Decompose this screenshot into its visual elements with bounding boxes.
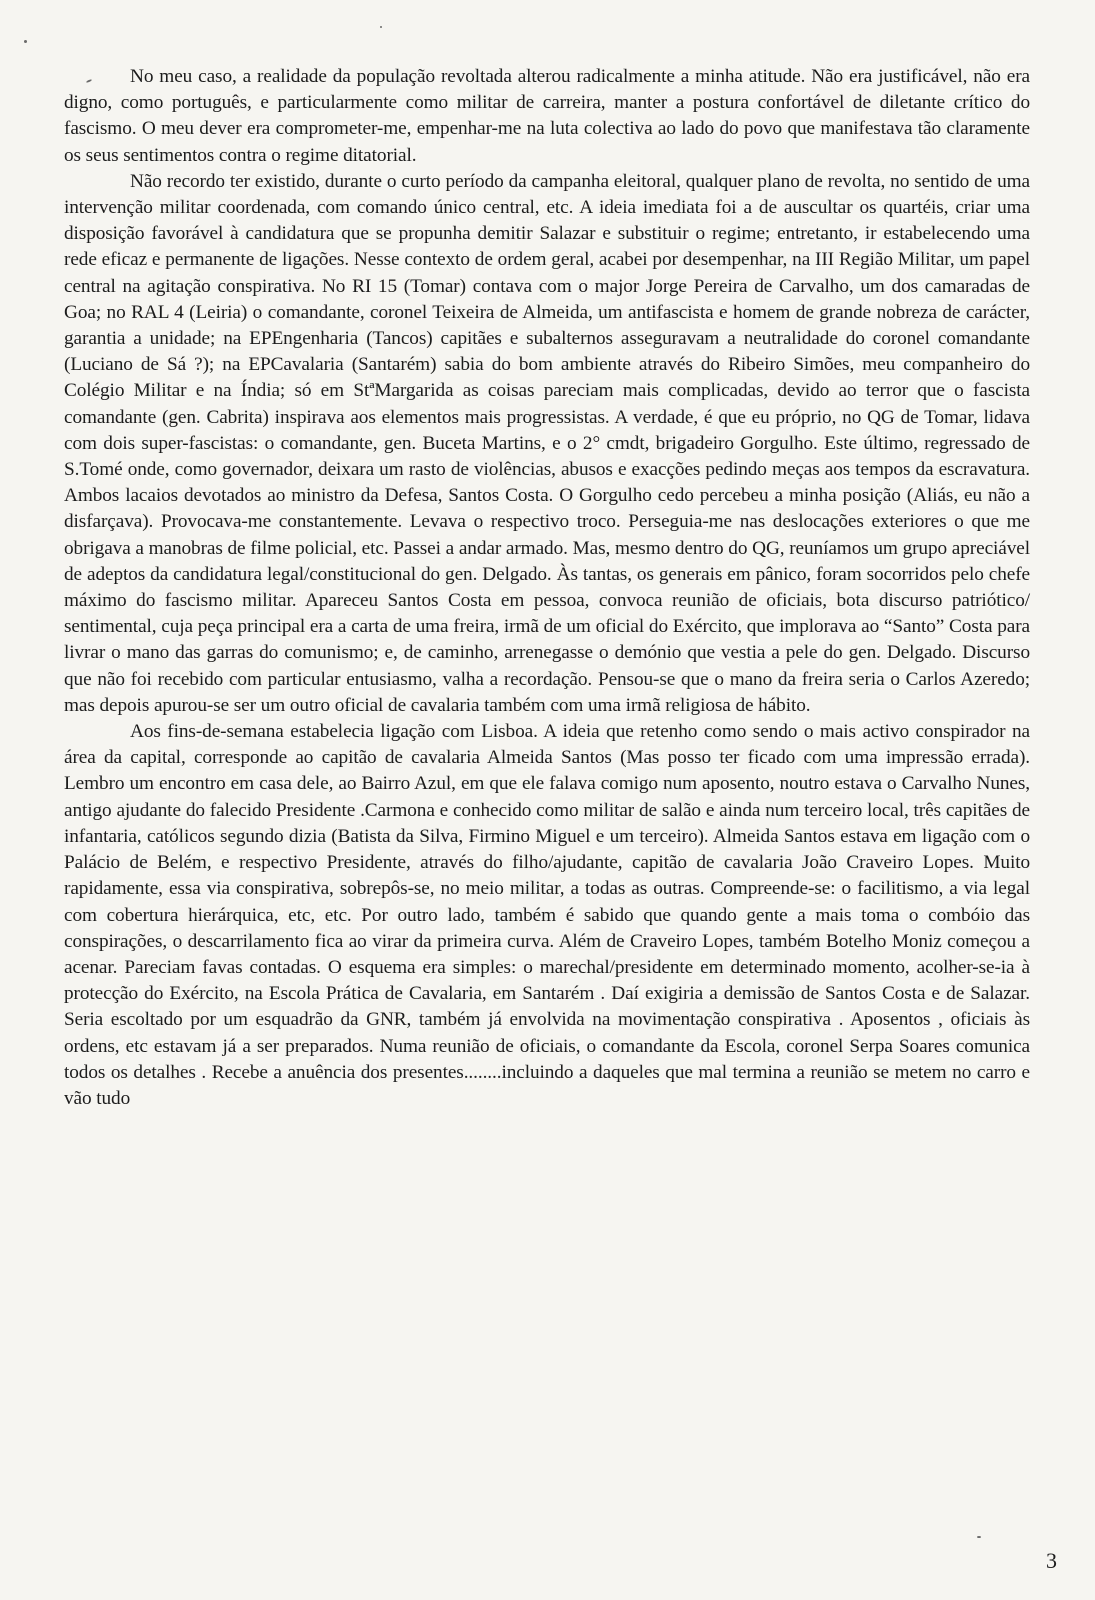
scan-speck: [380, 26, 382, 28]
scan-speck: [977, 1536, 981, 1538]
paragraph: No meu caso, a realidade da população revoltada alterou radicalmente a minha atitude. Não era justificável, não era digno, como português, e particularmente como militar de carreira, manter a postura confortável de diletante crítico do fascismo. O meu dever era comprometer-me, empenhar-me na luta colectiva ao lado do povo que manifestava tão claramente os seus sentimentos contra o regime ditatorial.: [64, 66, 1030, 166]
document-body: [64, 64, 1030, 1112]
page-number: 3: [1046, 1548, 1057, 1573]
scan-speck: [24, 40, 27, 43]
paragraph: Aos fins-de-semana estabelecia ligação com Lisboa. A ideia que retenho como sendo o mais activo conspirador na área da capital, corresponde ao capitão de cavalaria Almeida Santos (Mas posso ter ficado com uma impressão errada). Lembro um encontro em casa dele, ao Bairro Azul, em que ele falava comigo num aposento, noutro estava o Carvalho Nunes, antigo ajudante do falecido Presidente .Carmona e conhecido como militar de salão e ainda num terceiro local, três capitães de infantaria, católicos segundo dizia (Batista da Silva, Firmino Miguel e um terceiro). Almeida Santos estava em ligação com o Palácio de Belém, e respectivo Presidente, através do filho/ajudante, capitão de cavalaria João Craveiro Lopes. Muito rapidamente, essa via conspirativa, sobrepôs-se, no meio militar, a todas as outras. Compreende-se: o facilitismo, a via legal com cobertura hierárquica, etc, etc. Por outro lado, também é sabido que quando gente a mais toma o combóio das conspirações, o descarrilamento fica ao virar da primeira curva. Além de Craveiro Lopes, também Botelho Moniz começou a acenar. Pareciam favas contadas. O esquema era simples: o marechal/presidente em determinado momento, acolher-se-ia à protecção do Exército, na Escola Prática de Cavalaria, em Santarém . Daí exigiria a demissão de Santos Costa e de Salazar. Seria escoltado por um esquadrão da GNR, também já envolvida na movimentação conspirativa . Aposentos , oficiais às ordens, etc estavam já a ser preparados. Numa reunião de oficiais, o comandante da Escola, coronel Serpa Soares comunica todos os detalhes . Recebe a anuência dos presentes........incluindo a daqueles que mal termina a reunião se metem no carro e vão tudo: [64, 721, 1030, 1109]
paragraph: Não recordo ter existido, durante o curto período da campanha eleitoral, qualquer plano de revolta, no sentido de uma intervenção militar coordenada, com comando único central, etc. A ideia imediata foi a de auscultar os quartéis, criar uma disposição favorável à candidatura que se propunha demitir Salazar e substituir o regime; entretanto, ir estabelecendo uma rede eficaz e permanente de ligações. Nesse contexto de ordem geral, acabei por desempenhar, na III Região Militar, um papel central na agitação conspirativa. No RI 15 (Tomar) contava com o major Jorge Pereira de Carvalho, um dos camaradas de Goa; no RAL 4 (Leiria) o comandante, coronel Teixeira de Almeida, um antifascista e homem de grande nobreza de carácter, garantia a unidade; na EPEngenharia (Tancos) capitães e subalternos asseguravam a neutralidade do coronel comandante (Luciano de Sá ?); na EPCavalaria (Santarém) sabia do bom ambiente através do Ribeiro Simões, meu companheiro do Colégio Militar e na Índia; só em StªMargarida as coisas pareciam mais complicadas, devido ao terror que o fascista comandante (gen. Cabrita) inspirava aos elementos mais progressistas. A verdade, é que eu próprio, no QG de Tomar, lidava com dois super-fascistas: o comandante, gen. Buceta Martins, e o 2° cmdt, brigadeiro Gorgulho. Este último, regressado de S.Tomé onde, como governador, deixara um rasto de violências, abusos e exacções pedindo meças aos tempos da escravatura. Ambos lacaios devotados ao ministro da Defesa, Santos Costa. O Gorgulho cedo percebeu a minha posição (Aliás, eu não a disfarçava). Provocava-me constantemente. Levava o respectivo troco. Perseguia-me nas deslocações exteriores o que me obrigava a manobras de filme policial, etc. Passei a andar armado. Mas, mesmo dentro do QG, reuníamos um grupo apreciável de adeptos da candidatura legal/constitucional do gen. Delgado. Às tantas, os generais em pânico, foram socorridos pelo chefe máximo do fascismo militar. Apareceu Santos Costa em pessoa, convoca reunião de oficiais, bota discurso patriótico/ sentimental, cuja peça principal era a carta de uma freira, irmã de um oficial do Exército, que implorava ao “Santo” Costa para livrar o mano das garras do comunismo; e, de caminho, arrenegasse o demónio que vestia a pele do gen. Delgado. Discurso que não foi recebido com particular entusiasmo, valha a recordação. Pensou-se que o mano da freira seria o Carlos Azeredo; mas depois apurou-se ser um outro oficial de cavalaria também com uma irmã religiosa de hábito.: [64, 170, 1030, 716]
